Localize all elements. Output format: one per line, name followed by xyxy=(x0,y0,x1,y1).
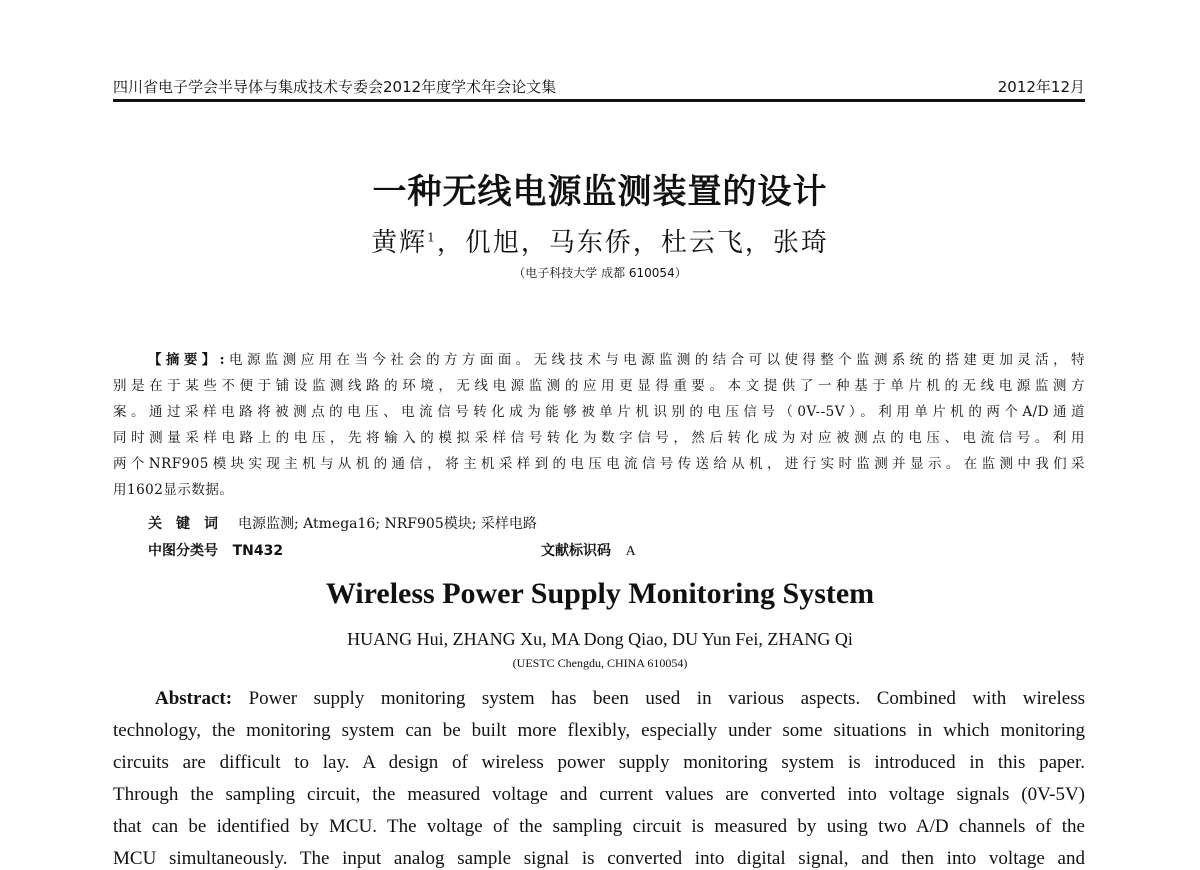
abstract-en-line: MCU simultaneously. The input analog sample signal is converted into digital signal, and then into voltage and xyxy=(113,848,1085,869)
author-footnote-mark: 1 xyxy=(427,230,437,245)
keywords-value: 电源监测; Atmega16; NRF905模块; 采样电路 xyxy=(238,516,537,532)
author-first: 黄辉 xyxy=(371,228,428,258)
issue-date: 2012年12月 xyxy=(997,78,1085,96)
abstract-cn-line: 别是在于某些不便于铺设监测线路的环境，无线电源监测的应用更显得重要。本文提供了一种基于单片机的无线电源监测方 xyxy=(113,378,1085,394)
doc-code-label: 文献标识码 xyxy=(541,543,611,559)
abstract-en-line: circuits are difficult to lay. A design of wireless power supply monitoring system is introduced in this paper. xyxy=(113,752,1085,773)
paper-title-en: Wireless Power Supply Monitoring System xyxy=(325,577,875,610)
abstract-cn-line: 用1602显示数据。 xyxy=(113,482,234,498)
paper-title-cn: 一种无线电源监测装置的设计 xyxy=(372,172,828,212)
clc-number xyxy=(148,540,283,560)
running-header xyxy=(113,74,1085,96)
abstract-cn-line: 案。通过采样电路将被测点的电压、电流信号转化成为能够被单片机识别的电压信号（0V--5V）。利用单片机的两个A/D通道 xyxy=(113,404,1085,420)
abstract-en-text: Power supply monitoring system has been used in various aspects. Combined with wireless xyxy=(248,688,1086,709)
abstract-en-line: that can be identified by MCU. The voltage of the sampling circuit is measured by using two A/D channels of the xyxy=(113,816,1085,837)
affiliation-en: (UESTC Chengdu, CHINA 610054) xyxy=(512,656,688,670)
clc-label: 中图分类号 xyxy=(148,543,218,559)
abstract-en-line: technology, the monitoring system can be built more flexibly, especially under some situations in which monitoring xyxy=(113,720,1085,741)
abstract-cn-text: 电源监测应用在当今社会的方方面面。无线技术与电源监测的结合可以使得整个监测系统的搭建更加灵活，特 xyxy=(225,352,1085,368)
document-code xyxy=(541,540,636,560)
abstract-en-label: Abstract: xyxy=(155,688,233,709)
authors-en: HUANG Hui, ZHANG Xu, MA Dong Qiao, DU Yun Fei, ZHANG Qi xyxy=(347,629,853,649)
doc-code-value: A xyxy=(625,544,636,559)
journal-name: 四川省电子学会半导体与集成技术专委会2012年度学术年会论文集 xyxy=(113,78,557,96)
authors-cn xyxy=(0,222,1200,259)
keywords-label: 关键词 xyxy=(148,516,232,532)
abstract-cn-line: 两个NRF905模块实现主机与从机的通信，将主机采样到的电压电流信号传送给从机，进行实时监测并显示。在监测中我们采 xyxy=(113,456,1085,472)
header-rule xyxy=(113,99,1085,102)
clc-value: TN432 xyxy=(232,543,284,559)
abstract-en-line: Through the sampling circuit, the measured voltage and current values are converted into voltage signals (0V-5V) xyxy=(113,784,1085,805)
abstract-en-line xyxy=(155,688,1085,710)
affiliation-cn: （电子科技大学 成都 610054） xyxy=(513,266,687,280)
abstract-cn-label: 【摘要】: xyxy=(148,352,226,368)
abstract-cn-line: 同时测量采样电路上的电压，先将输入的模拟采样信号转化为数字信号，然后转化成为对应被测点的电压、电流信号。利用 xyxy=(113,430,1085,446)
keywords-cn xyxy=(148,513,537,533)
authors-rest: ，仉旭，马东侨，杜云飞，张琦 xyxy=(436,228,829,258)
abstract-cn-line xyxy=(148,348,1085,368)
